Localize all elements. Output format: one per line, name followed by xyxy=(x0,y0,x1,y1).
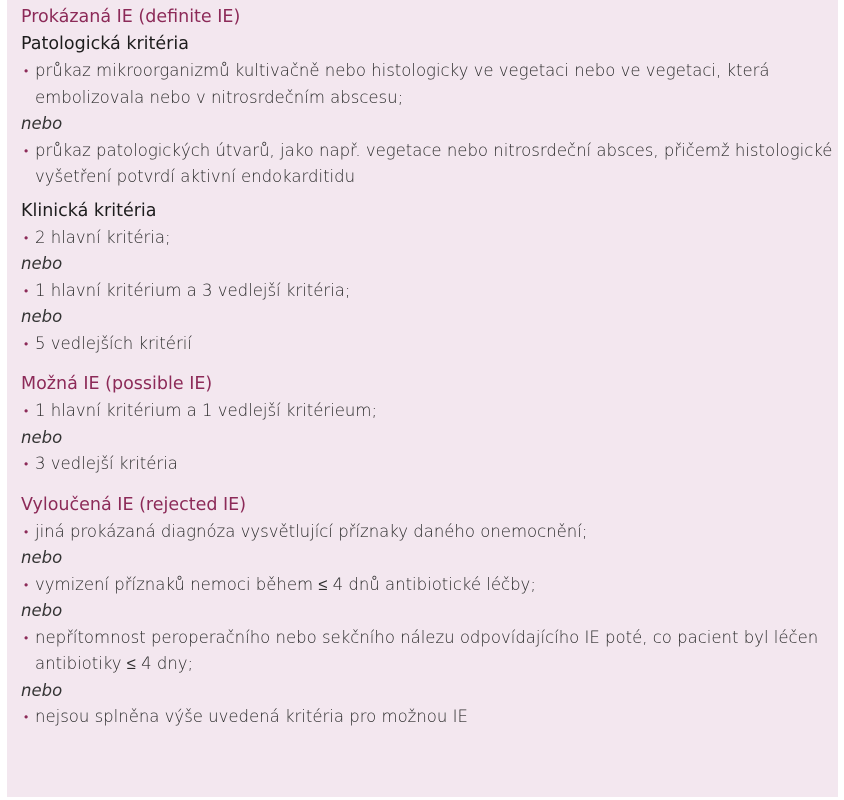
bullet-icon: • xyxy=(24,283,29,298)
possible-ie-heading: Možná IE (possible IE) xyxy=(21,374,213,394)
definite-ie-heading: Prokázaná IE (definite IE) xyxy=(21,7,241,27)
list-item xyxy=(21,58,838,111)
list-item-text: vymizení příznaků nemoci během ≤ 4 dnů antibiotické léčby; xyxy=(35,574,536,594)
list-item-text: jiná prokázaná diagnóza vysvětlující příznaky daného onemocnění; xyxy=(35,521,588,541)
list-item-text: 1 hlavní kritérium a 3 vedlejší kritéria; xyxy=(35,280,351,300)
or-separator: nebo xyxy=(21,548,63,567)
bullet-icon: • xyxy=(24,143,29,158)
list-item xyxy=(21,138,838,191)
list-item xyxy=(21,625,838,678)
list-item xyxy=(21,572,838,599)
bullet-icon: • xyxy=(24,64,29,78)
list-item-text: nejsou splněna výše uvedená kritéria pro možnou IE xyxy=(35,707,468,726)
list-item-text: 3 vedlejší kritéria xyxy=(35,454,178,473)
or-separator: nebo xyxy=(21,601,63,620)
bullet-icon: • xyxy=(24,577,29,592)
list-item-text: průkaz mikroorganizmů kultivačně nebo histologicky ve vegetaci nebo ve vegetaci, která embolizovala nebo v nitrosrdečním abscesu; xyxy=(35,61,770,107)
list-item-text: průkaz patologických útvarů, jako např. vegetace nebo nitrosrdeční absces, přičemž histologické vyšetření potvrdí aktivní endokarditidu xyxy=(35,140,833,186)
list-item xyxy=(21,331,838,358)
bullet-icon: • xyxy=(24,630,29,645)
or-separator: nebo xyxy=(21,114,63,133)
clinical-criteria-heading: Klinická kritéria xyxy=(21,200,157,221)
bullet-icon: • xyxy=(24,404,29,418)
rejected-ie-heading: Vyloučená IE (rejected IE) xyxy=(21,494,247,515)
bullet-icon: • xyxy=(24,457,29,471)
list-item-text: 2 hlavní kritéria; xyxy=(35,227,171,247)
list-item xyxy=(21,225,838,252)
bullet-icon: • xyxy=(24,524,29,539)
list-item xyxy=(21,519,838,546)
list-item xyxy=(21,704,838,731)
or-separator: nebo xyxy=(21,680,63,700)
criteria-panel xyxy=(7,0,838,797)
list-item xyxy=(21,278,838,305)
or-separator: nebo xyxy=(21,254,63,273)
list-item xyxy=(21,451,838,478)
list-item xyxy=(21,398,838,425)
or-separator: nebo xyxy=(21,427,63,447)
or-separator: nebo xyxy=(21,307,63,326)
bullet-icon: • xyxy=(24,230,29,245)
list-item-text: 5 vedlejších kritérií xyxy=(35,333,192,353)
list-item-text: nepřítomnost peroperačního nebo sekčního nálezu odpovídajícího IE poté, co pacient byl léčen antibiotiky ≤ 4 dny; xyxy=(35,627,819,673)
list-item-text: 1 hlavní kritérium a 1 vedlejší kritérieum; xyxy=(35,401,378,420)
bullet-icon: • xyxy=(24,710,29,724)
pathological-criteria-heading: Patologická kritéria xyxy=(21,34,189,54)
bullet-icon: • xyxy=(24,336,29,351)
